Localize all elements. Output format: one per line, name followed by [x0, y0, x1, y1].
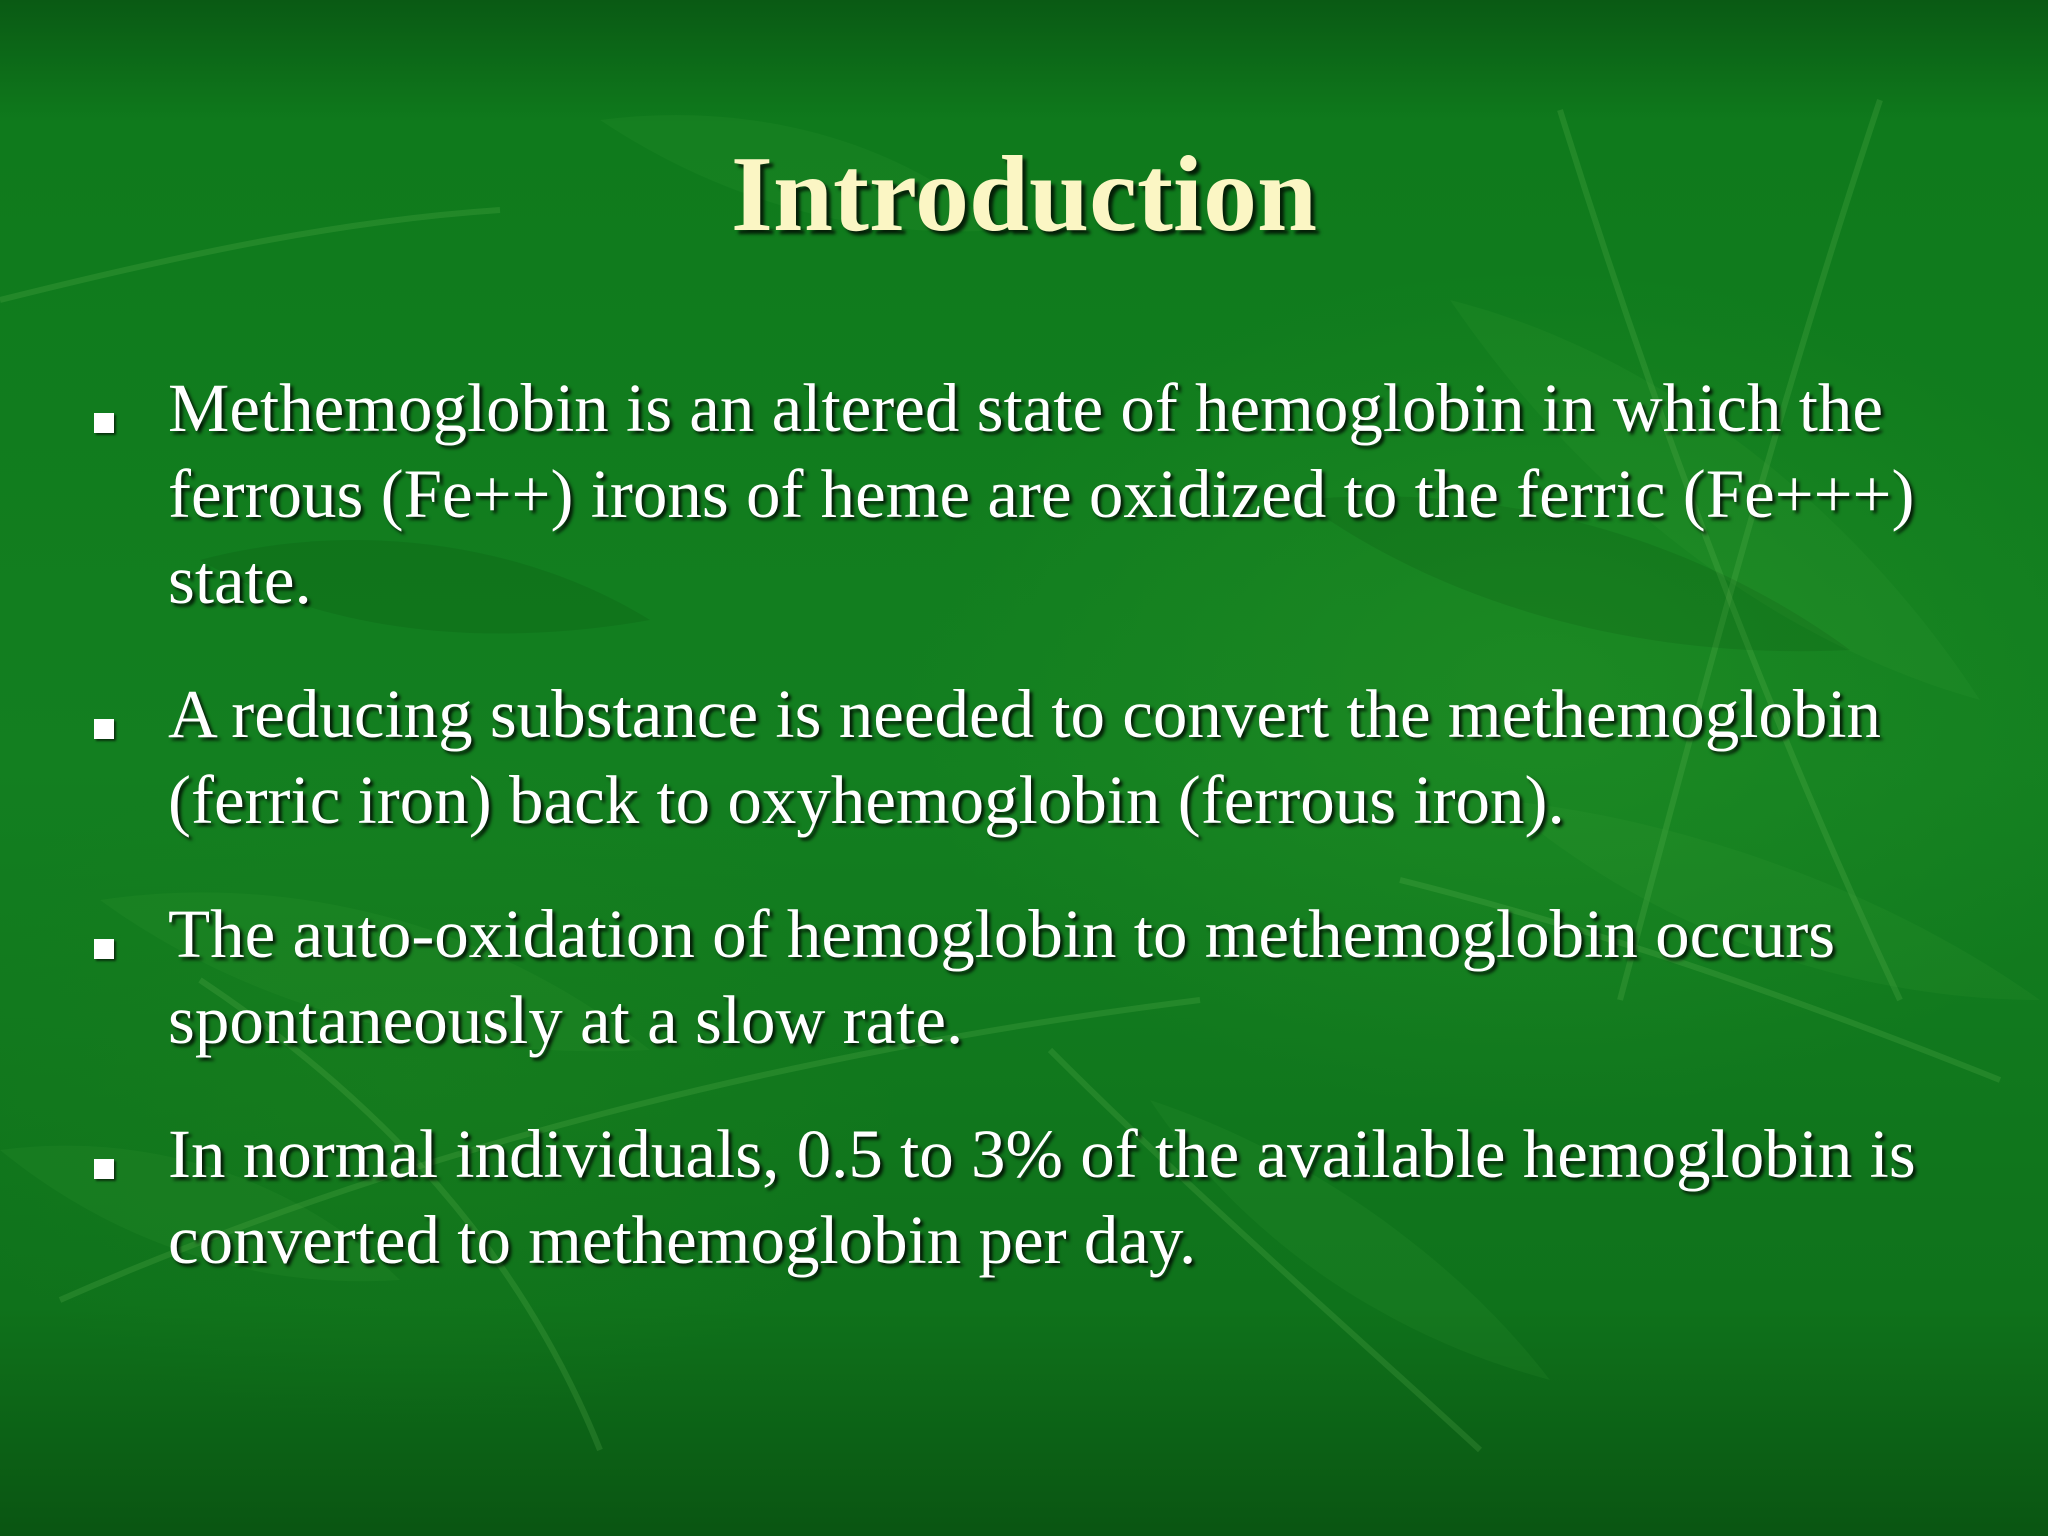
bullet-text: A reducing substance is needed to convert the methemoglobin (ferric iron) back to oxyhemoglobin (ferrous iron).	[168, 676, 1882, 838]
square-bullet-icon	[94, 413, 114, 433]
bullet-text: In normal individuals, 0.5 to 3% of the available hemoglobin is converted to methemoglobin per day.	[168, 1116, 1916, 1278]
bullet-text: Methemoglobin is an altered state of hemoglobin in which the ferrous (Fe++) irons of heme are oxidized to the ferric (Fe+++) state.	[168, 370, 1915, 618]
bullet-list	[90, 365, 1990, 1331]
square-bullet-icon	[94, 1159, 114, 1179]
bullet-text: The auto-oxidation of hemoglobin to methemoglobin occurs spontaneously at a slow rate.	[168, 896, 1836, 1058]
bullet-item	[90, 1111, 1990, 1283]
square-bullet-icon	[94, 719, 114, 739]
bullet-item	[90, 671, 1990, 843]
slide-title: Introduction	[730, 135, 1318, 254]
square-bullet-icon	[94, 939, 114, 959]
bullet-item	[90, 365, 1990, 623]
bullet-item	[90, 891, 1990, 1063]
